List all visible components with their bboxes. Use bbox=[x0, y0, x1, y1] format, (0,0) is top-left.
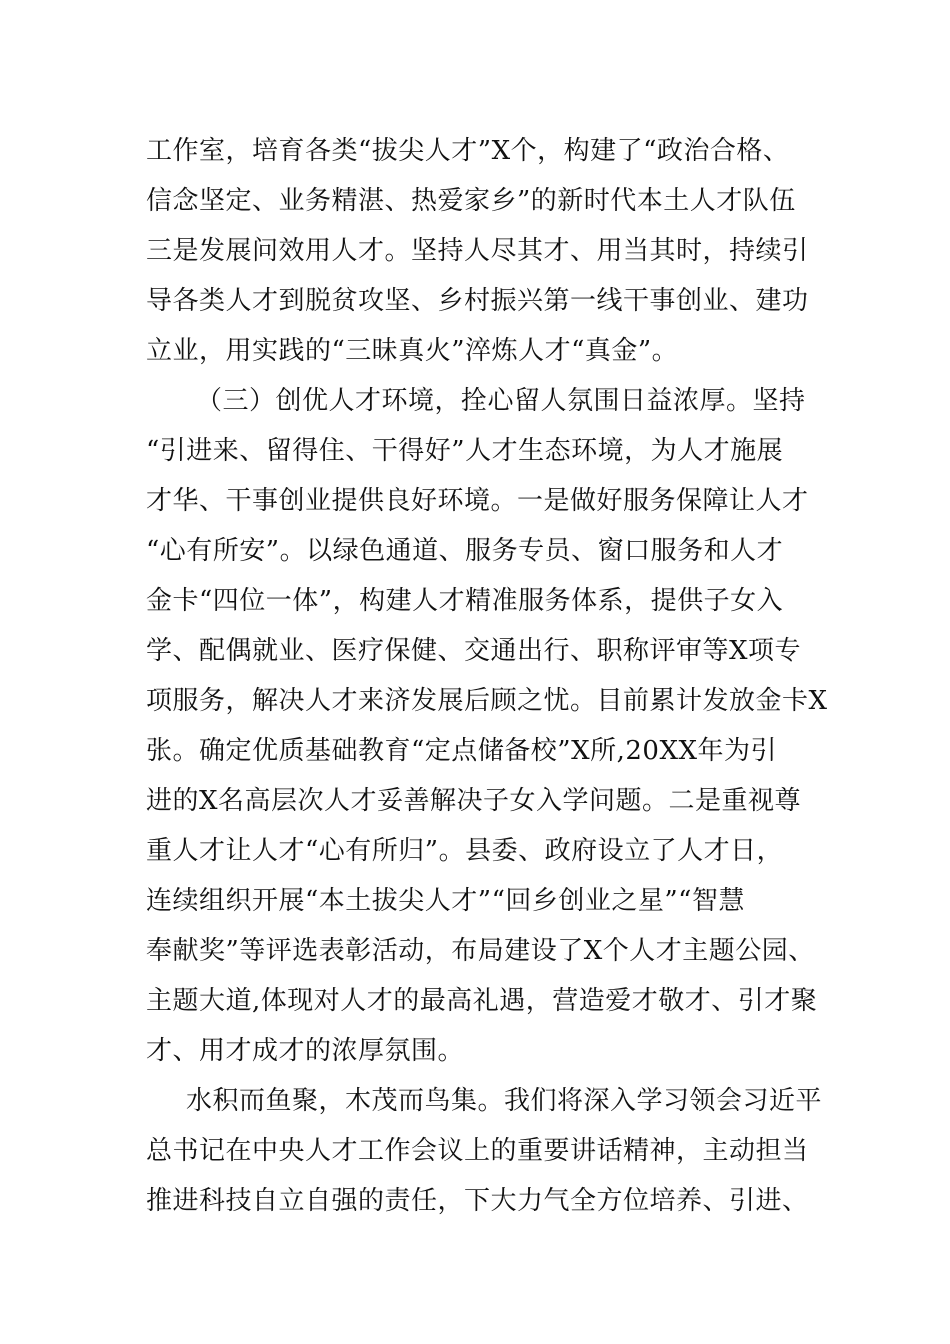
text-line-14: 进的X名高层次人才妥善解决子女入学问题。二是重视尊 bbox=[146, 786, 802, 816]
section-heading-3: （三）创优人才环境，拴心留人氛围日益浓厚。坚持 bbox=[196, 386, 806, 416]
paragraph-start-closing: 水积而鱼聚，木茂而鸟集。我们将深入学习领会习近平 bbox=[186, 1086, 823, 1116]
text-line-4: 导各类人才到脱贫攻坚、乡村振兴第一线干事创业、建功 bbox=[146, 286, 809, 316]
text-line-22: 推进科技自立自强的责任，下大力气全方位培养、引进、 bbox=[146, 1186, 809, 1216]
text-line-19: 才、用才成才的浓厚氛围。 bbox=[146, 1036, 465, 1066]
text-line-21: 总书记在中央人才工作会议上的重要讲话精神，主动担当 bbox=[146, 1136, 809, 1166]
text-line-17: 奉献奖”等评选表彰活动，布局建设了X个人才主题公园、 bbox=[146, 936, 815, 966]
text-line-11: 学、配偶就业、医疗保健、交通出行、职称评审等X项专 bbox=[146, 636, 802, 666]
text-line-13: 张。确定优质基础教育“定点储备校”X所,20XX年为引 bbox=[146, 736, 777, 766]
text-line-16: 连续组织开展“本土拔尖人才”“回乡创业之星”“智慧 bbox=[146, 886, 745, 916]
text-line-3: 三是发展问效用人才。坚持人尽其才、用当其时，持续引 bbox=[146, 236, 809, 266]
text-line-9: “心有所安”。以绿色通道、服务专员、窗口服务和人才 bbox=[146, 536, 784, 566]
text-line-18: 主题大道,体现对人才的最高礼遇，营造爱才敬才、引才聚 bbox=[146, 986, 818, 1016]
text-line-1: 工作室，培育各类“拔尖人才”X个，构建了“政治合格、 bbox=[146, 136, 790, 166]
text-line-10: 金卡“四位一体”，构建人才精准服务体系，提供子女入 bbox=[146, 586, 784, 616]
text-line-15: 重人才让人才“心有所归”。县委、政府设立了人才日， bbox=[146, 836, 784, 866]
text-line-8: 才华、干事创业提供良好环境。一是做好服务保障让人才 bbox=[146, 486, 809, 516]
text-line-7: “引进来、留得住、干得好”人才生态环境，为人才施展 bbox=[146, 436, 784, 466]
text-line-5: 立业，用实践的“三昧真火”淬炼人才“真金”。 bbox=[146, 336, 679, 366]
text-line-12: 项服务，解决人才来济发展后顾之忧。目前累计发放金卡X bbox=[146, 686, 828, 716]
text-line-2: 信念坚定、业务精湛、热爱家乡”的新时代本土人才队伍 bbox=[146, 186, 796, 216]
